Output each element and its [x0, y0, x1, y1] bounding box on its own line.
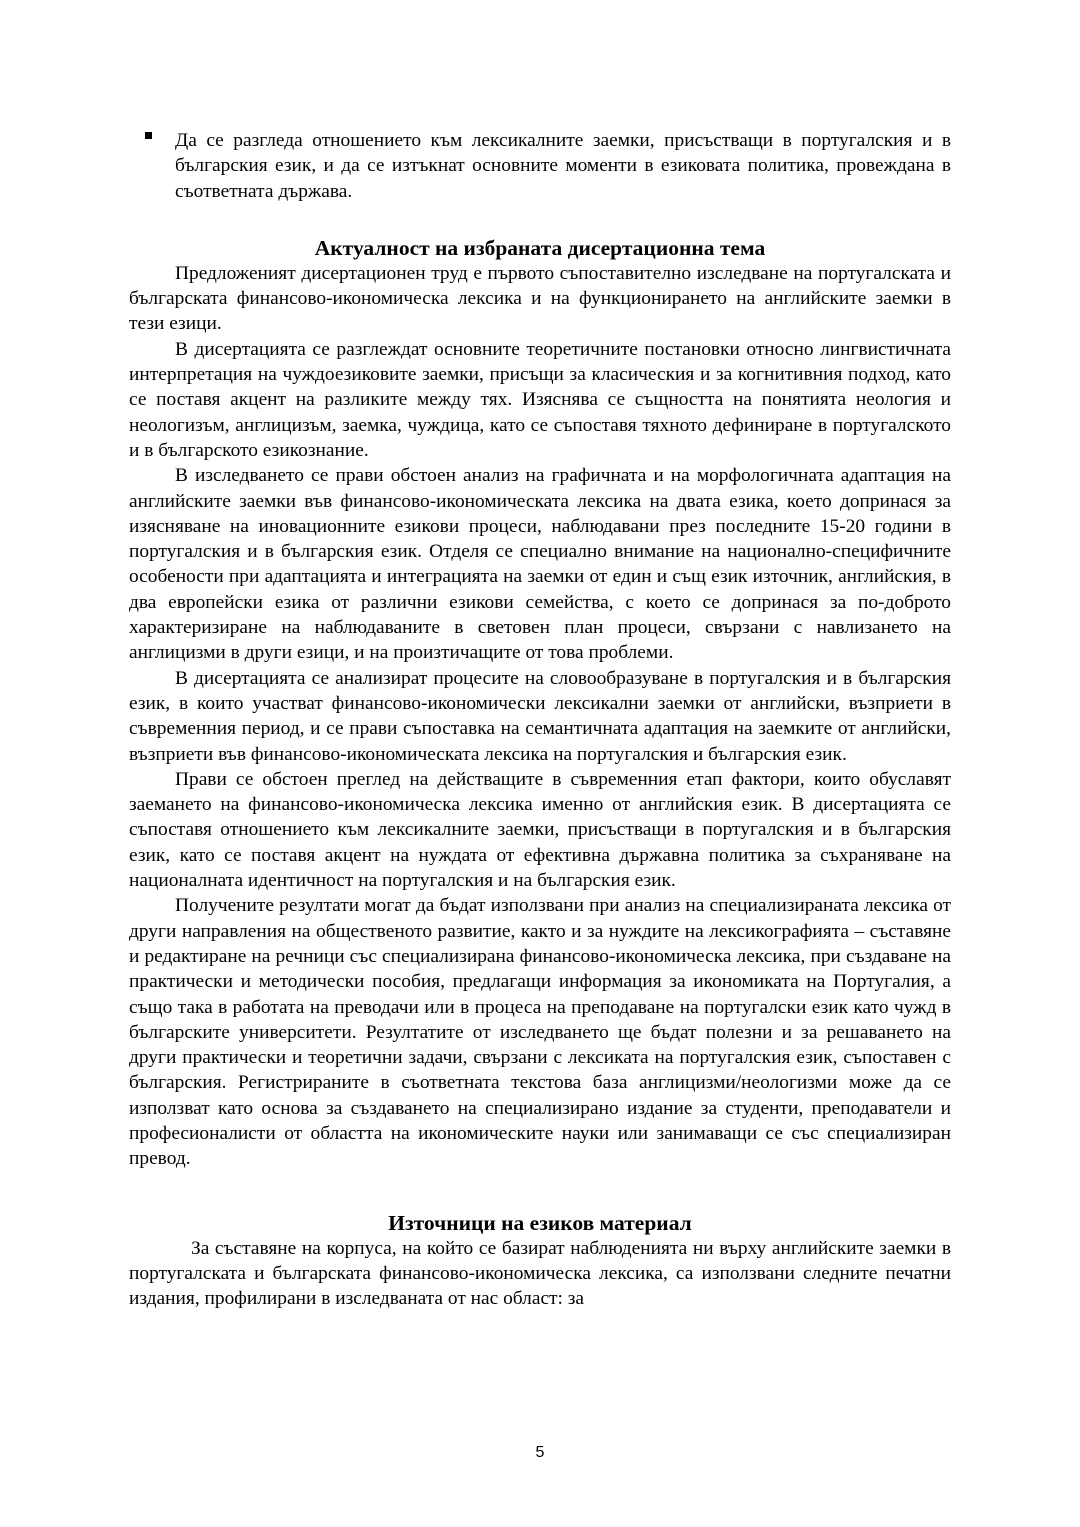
paragraph: Прави се обстоен преглед на действащите в съвременния етап фактори, които обуславят заемането на финансово-икономическа лексика именно от английския език. В дисертацията се съпоставя отношението към лексикалните заемки, присъстващи в португалския и в българския език, като се поставя акцент на нуждата от ефективна държавна политика за съхраняване на националната идентичност на португалския и на българския език.	[129, 768, 951, 892]
paragraph: За съставяне на корпуса, на който се базират наблюденията ни върху английските заемки в португалската и българската финансово-икономическа лексика, са използвани следните печатни издания, профилирани в изследваната от нас област: за	[129, 1237, 951, 1310]
section-heading-relevance: Актуалност на избраната дисертационна тема	[314, 235, 766, 260]
bullet-list-item	[129, 128, 951, 204]
paragraph: В изследването се прави обстоен анализ на графичната и на морфологичната адаптация на английските заемки във финансово-икономическата лексика на двата езика, което допринася за изясняване на иновационните езикови процеси, наблюдавани през последните 15-20 години в португалския и в българския език. Отделя се специално внимание на национално-специфичните особености при адаптацията и интеграцията на заемки от един и същ език източник, английския, в два европейски езика от различни езикови семейства, с което се допринася за по-доброто характеризиране на наблюдаваните в световен план процеси, свързани с навлизането на англицизми в други езици, и на произтичащите от това проблеми.	[129, 465, 951, 664]
paragraph: В дисертацията се анализират процесите на словообразуване в португалския и в българския език, в които участват финансово-икономически лексикални заемки от английски, възприети в съвременния период, и се прави съпоставка на семантичната адаптация на заемките от английски, възприети във финансово-икономическата лексика на португалския и българския език.	[129, 667, 951, 765]
paragraph: В дисертацията се разглеждат основните теоретичните постановки относно лингвистичната интерпретация на чуждоезиковите заемки, присъщи за класическия и за когнитивния подход, като се поставя акцент на разликите между тях. Изяснява се същността на понятията неология и неологизъм, англицизъм, заемка, чуждица, като се съпоставя тяхното дефиниране в португалското и в българското езикознание.	[129, 338, 951, 461]
square-bullet-icon	[145, 132, 152, 139]
paragraph: Предложеният дисертационен труд е първото съпоставително изследване на португалската и българската финансово-икономическа лексика и на функционирането на английските заемки в тези езици.	[129, 262, 951, 335]
bullet-text: Да се разгледа отношението към лексикалните заемки, присъстващи в португалския и в българския език, и да се изтъкнат основните моменти в езиковата политика, провеждана в съответната държава.	[175, 130, 951, 202]
page-content	[129, 128, 951, 1311]
section-heading-sources: Източници на езиков материал	[388, 1210, 692, 1235]
paragraph: Получените резултати могат да бъдат използвани при анализ на специализираната лексика от други направления на общественото развитие, както и за нуждите на лексикографията – съставяне и редактиране на речници със специализирана финансово-икономическа лексика, при създаване на практически и методически пособия, предлагащи информация за икономиката на Португалия, а също така в работата на преводачи или в процеса на преподаване на португалски език като чужд в българските университети. Резултатите от изследването ще бъдат полезни и за решаването на други практически и теоретични задачи, свързани с лексиката на португалския език, съпоставен с българския. Регистрираните в съответната текстова база англицизми/неологизми може да се използват като основа за създаването на специализирано издание за студенти, преподаватели и професионалисти от областта на икономическите науки или занимаващи се със специализиран превод.	[129, 895, 951, 1170]
page-number: 5	[535, 1444, 545, 1461]
